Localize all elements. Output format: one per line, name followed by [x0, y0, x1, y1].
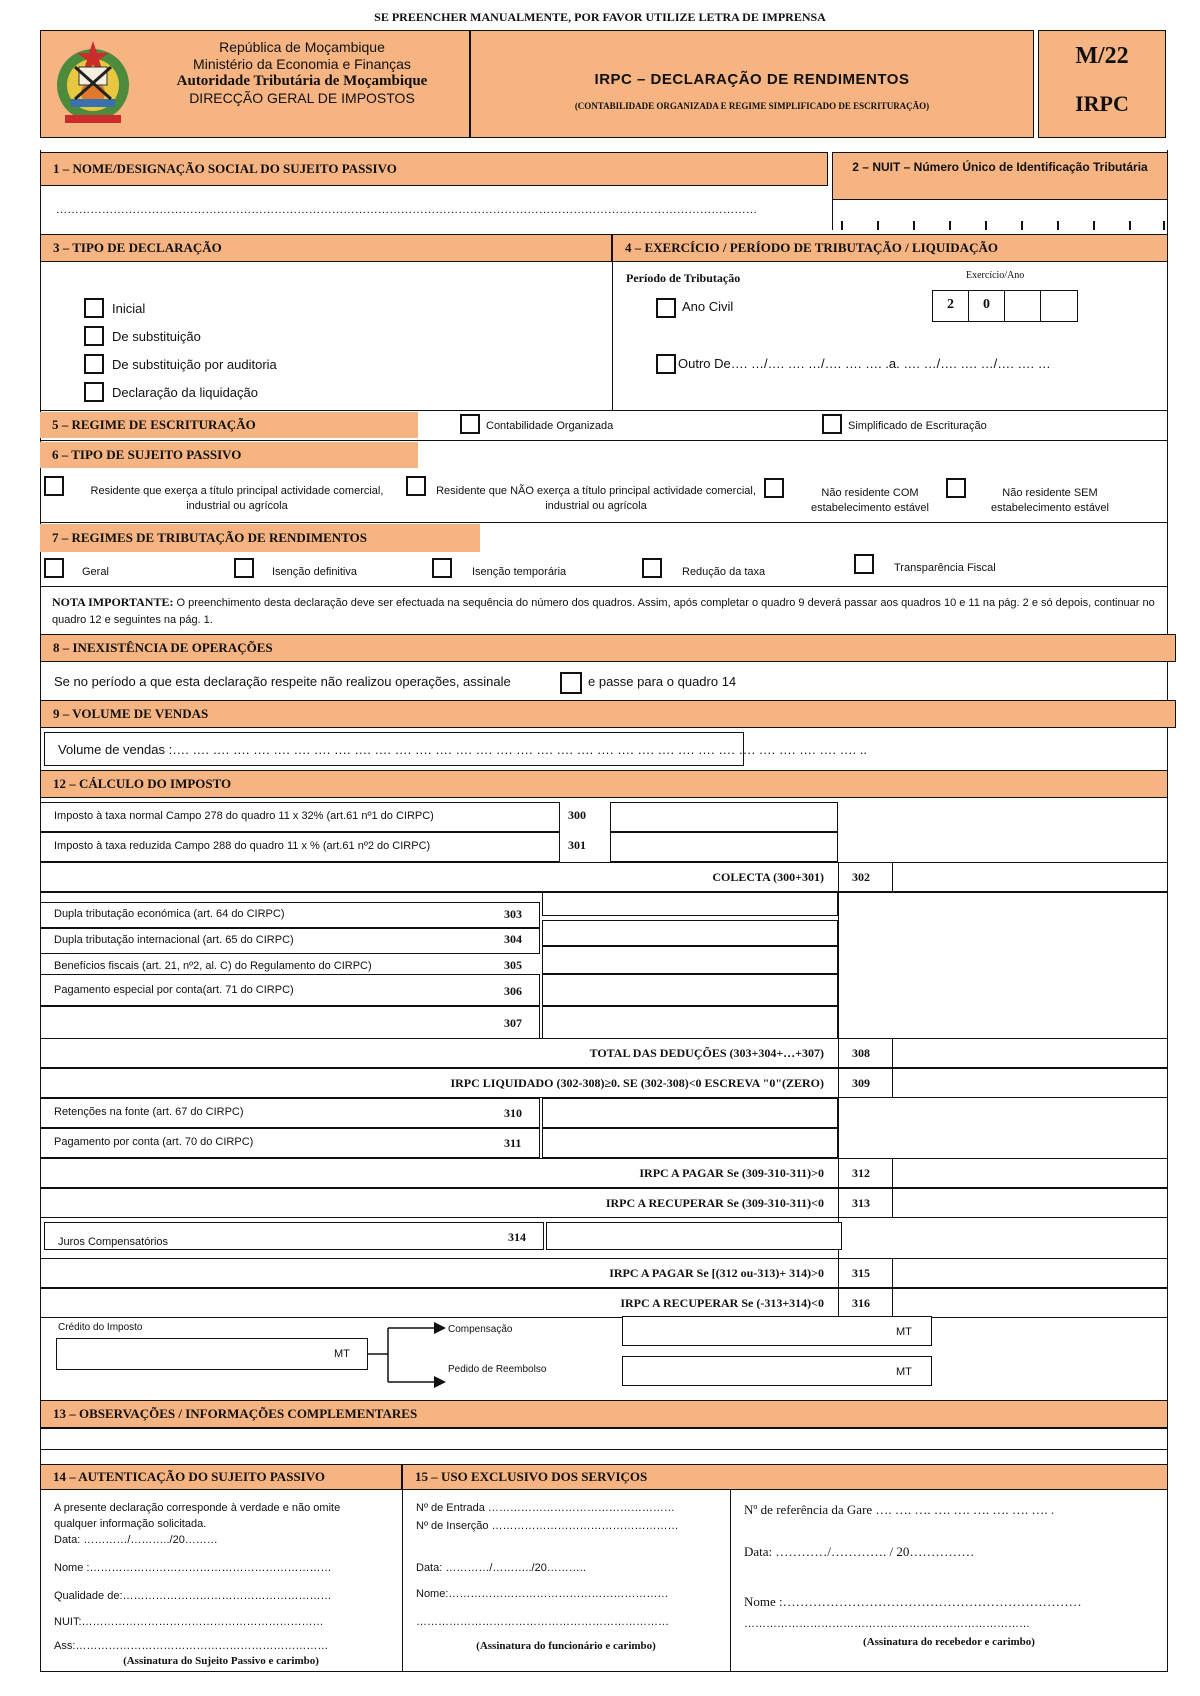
section-8-header: [40, 634, 1176, 662]
row-306-label: Pagamento especial por conta(art. 71 do CIRPC): [54, 984, 294, 996]
code-307: 307: [504, 1016, 522, 1030]
credito-field[interactable]: [56, 1338, 368, 1370]
inexistencia-text: Se no período a que esta declaração respeite não realizou operações, assinale: [54, 674, 511, 689]
decl-inicial-label: Inicial: [112, 301, 146, 316]
code-314: 314: [508, 1230, 526, 1244]
year-digit: [1005, 291, 1041, 321]
year-digit: 0: [969, 291, 1005, 321]
org-republic: República de Moçambique: [219, 39, 385, 55]
contab-organizada-label: Contabilidade Organizada: [486, 420, 614, 432]
code-301: 301: [568, 838, 586, 852]
year-digit: 2: [933, 291, 969, 321]
compensacao-label: Compensação: [448, 1324, 513, 1335]
decl-substituicao-label: De substituição: [112, 329, 201, 344]
rule: [892, 1188, 893, 1218]
org-ministry: Ministério da Economia e Finanças: [193, 56, 411, 72]
compensacao-mt: MT: [896, 1326, 912, 1338]
row-311-label: Pagamento por conta (art. 70 do CIRPC): [54, 1136, 254, 1148]
decl-inicial-checkbox[interactable]: [84, 298, 104, 318]
section-12-title: 12 – CÁLCULO DO IMPOSTO: [53, 776, 232, 791]
reembolso-label: Pedido de Reembolso: [448, 1364, 547, 1375]
rule: [838, 1258, 839, 1288]
juros-label: Juros Compensatórios: [58, 1236, 169, 1248]
nao-residente-sem-label: Não residente SEM estabelecimento estável: [990, 487, 1109, 514]
outro-periodo-label[interactable]: Outro De…. …/…. …. …/…. …. …. .a. …. …/…. …. …/…. …. …: [678, 356, 1051, 371]
regime-transparencia-label: Transparência Fiscal: [894, 562, 996, 574]
section-7-title: 7 – REGIMES DE TRIBUTAÇÃO DE RENDIMENTOS: [52, 530, 367, 545]
rule: [838, 1158, 839, 1188]
rule: [40, 586, 1168, 587]
code-304: 304: [504, 932, 522, 946]
rule: [40, 440, 1168, 441]
code-308: 308: [852, 1046, 870, 1060]
row-recuperar-1: [40, 1188, 1168, 1218]
year-digit: [1041, 291, 1077, 321]
code-309: 309: [852, 1076, 870, 1090]
year-label: Exercício/Ano: [966, 270, 1025, 281]
note-text: O preenchimento desta declaração deve ser efectuada na sequência do número dos quadros. Assim, após completar o quadro 9 deverá passar aos quadros 10 e 11 na pág. 2 e só depois, continuar no quadro 12 e seguintes na pág. 1.: [52, 597, 1155, 626]
auth-name[interactable]: Nome :…………………………………………………………: [54, 1562, 332, 1574]
decl-auditoria-checkbox[interactable]: [84, 354, 104, 374]
rule: [838, 1038, 839, 1068]
row-310-label: Retenções na fonte (art. 67 do CIRPC): [54, 1106, 244, 1118]
residente-sem-actividade-checkbox[interactable]: [406, 476, 426, 496]
code-310: 310: [504, 1106, 522, 1120]
coat-of-arms-icon: [51, 37, 135, 129]
code-303: 303: [504, 907, 522, 921]
service-sig-caption: (Assinatura do funcionário e carimbo): [476, 1640, 656, 1652]
regime-transparencia-checkbox[interactable]: [854, 554, 874, 574]
field-304b[interactable]: [542, 946, 838, 974]
code-302: 302: [852, 870, 870, 884]
regime-isencao-definitiva-checkbox[interactable]: [234, 558, 254, 578]
rule: [838, 1068, 839, 1098]
nao-residente-com-label: Não residente COM estabelecimento estável: [810, 487, 929, 514]
model-code: M/22: [1075, 43, 1129, 69]
rule: [40, 522, 1168, 523]
rule: [892, 1158, 893, 1188]
section-5-header: [40, 412, 418, 438]
volume-vendas-label: Volume de vendas :…. …. …. …. …. …. …. …. …. …. …. …. …. …. …. …. …. …. …. …. …. …. …. …. …. …. …. …. …. …. …. …. …. …. ..: [58, 742, 868, 757]
liquidado-label: IRPC LIQUIDADO (302-308)≥0. SE (302-308)<0 ESCREVA "0"(ZERO): [450, 1076, 824, 1090]
gare-name[interactable]: Nome :……………………………………………………………: [744, 1594, 1082, 1609]
service-name[interactable]: Nome:……………………………………………………: [416, 1588, 669, 1600]
section-7-header: [40, 524, 480, 552]
gare-sig-caption: (Assinatura do recebedor e carimbo): [863, 1636, 1035, 1648]
row-recuperar-2: [40, 1288, 1168, 1318]
org-directorate: DIRECÇÃO GERAL DE IMPOSTOS: [189, 90, 415, 106]
section-12-header: [40, 770, 1168, 798]
note-label: NOTA IMPORTANTE:: [52, 595, 174, 609]
field-300[interactable]: [610, 802, 838, 832]
year-field[interactable]: [932, 290, 1078, 322]
gare-date[interactable]: Data: …………/…………. / 20……………: [744, 1544, 975, 1559]
rule: [40, 410, 1168, 411]
section-6-header: [40, 442, 418, 468]
outro-periodo-checkbox[interactable]: [656, 354, 676, 374]
field-306[interactable]: [542, 974, 838, 1006]
gare-ref[interactable]: Nº de referência da Gare …. …. …. …. …. …. …. …. …. .: [744, 1502, 1055, 1517]
residente-com-actividade-checkbox[interactable]: [44, 476, 64, 496]
contab-organizada-checkbox[interactable]: [460, 414, 480, 434]
simplificado-checkbox[interactable]: [822, 414, 842, 434]
auth-date[interactable]: Data: …………/………../20………: [54, 1534, 218, 1546]
recuperar-2-label: IRPC A RECUPERAR Se (-313+314)<0: [620, 1296, 824, 1310]
pagar-2-label: IRPC A PAGAR Se [(312 ou-313)+ 314)>0: [609, 1266, 824, 1280]
simplificado-label: Simplificado de Escrituração: [848, 420, 987, 432]
row-300-label: Imposto à taxa normal Campo 278 do quadro 11 x 32% (art.61 nº1 do CIRPC): [54, 810, 434, 822]
auth-block: [54, 1500, 340, 1548]
row-307: [40, 1006, 540, 1040]
decl-liquidacao-label: Declaração da liquidação: [112, 385, 258, 400]
section-13-title: 13 – OBSERVAÇÕES / INFORMAÇÕES COMPLEMENTARES: [53, 1406, 418, 1421]
row-pagar-2: [40, 1258, 1168, 1288]
rule: [892, 1258, 893, 1288]
residente-com-actividade-label: Residente que exerça a título principal actividade comercial, industrial ou agrícola: [90, 485, 384, 512]
code-316: 316: [852, 1296, 870, 1310]
colecta-label: COLECTA (300+301): [712, 870, 824, 884]
ano-civil-checkbox[interactable]: [656, 298, 676, 318]
rule: [838, 1288, 839, 1318]
gare-dots: ……………………………………………………………………: [744, 1618, 1030, 1630]
compensacao-field[interactable]: [622, 1316, 932, 1346]
rule: [838, 892, 839, 1038]
section-6-title: 6 – TIPO DE SUJEITO PASSIVO: [52, 447, 242, 462]
section-9-title: 9 – VOLUME DE VENDAS: [53, 706, 209, 721]
section-5-title: 5 – REGIME DE ESCRITURAÇÃO: [52, 417, 256, 432]
residente-sem-actividade-label: Residente que NÃO exerça a título principal actividade comercial, industrial ou agrícola: [436, 485, 756, 512]
section-2-title: 2 – NUIT – Número Único de Identificação Tributária: [852, 160, 1148, 174]
rule: [892, 1038, 893, 1068]
observacoes-field[interactable]: [40, 1428, 1168, 1450]
code-315: 315: [852, 1266, 870, 1280]
field-307[interactable]: [542, 1006, 838, 1040]
name-field[interactable]: …………………………………………………………………………………………………………………………………………………………………: [56, 204, 758, 216]
section-13-header: [40, 1400, 1168, 1428]
header-title-box: [470, 30, 1034, 138]
decl-liquidacao-checkbox[interactable]: [84, 382, 104, 402]
field-310[interactable]: [542, 1098, 838, 1128]
row-305-label: Benefícios fiscais (art. 21, nº2, al. C) do Regulamento do CIRPC): [54, 960, 372, 972]
nuit-field[interactable]: [832, 200, 1168, 230]
credito-label: Crédito do Imposto: [58, 1322, 143, 1333]
pagar-1-label: IRPC A PAGAR Se (309-310-311)>0: [639, 1166, 824, 1180]
rule: [838, 1188, 839, 1218]
fill-instruction: SE PREENCHER MANUALMENTE, POR FAVOR UTILIZE LETRA DE IMPRENSA: [374, 10, 826, 24]
row-301-label: Imposto à taxa reduzida Campo 288 do quadro 11 x % (art.61 nº2 do CIRPC): [54, 840, 431, 852]
regime-isencao-temporaria-checkbox[interactable]: [432, 558, 452, 578]
ano-civil-label: Ano Civil: [682, 299, 734, 314]
model-box: [1038, 30, 1166, 138]
section-15-header: [402, 1464, 1168, 1490]
regime-isencao-definitiva-label: Isenção definitiva: [272, 566, 357, 578]
reembolso-field[interactable]: [622, 1356, 932, 1386]
section-3-title: 3 – TIPO DE DECLARAÇÃO: [53, 240, 222, 255]
inexistencia-text-2: e passe para o quadro 14: [588, 674, 737, 689]
field-311[interactable]: [542, 1128, 838, 1158]
row-colecta: [40, 862, 1168, 892]
section-4-header: [612, 234, 1168, 262]
total-label: TOTAL DAS DEDUÇÕES (303+304+…+307): [589, 1046, 824, 1060]
auth-line1: A presente declaração corresponde à verdade e não omite: [54, 1502, 341, 1514]
rule: [892, 1068, 893, 1098]
code-305: 305: [504, 958, 522, 972]
period-label: Período de Tributação: [626, 271, 741, 285]
nao-residente-sem-checkbox[interactable]: [946, 478, 966, 498]
arrow-split-icon: [368, 1316, 450, 1400]
row-pagar-1: [40, 1158, 1168, 1188]
insercao-field[interactable]: Nº de Inserção ……………………………………………: [416, 1520, 679, 1532]
field-304[interactable]: [542, 920, 838, 946]
decl-auditoria-label: De substituição por auditoria: [112, 357, 277, 372]
auth-signature[interactable]: Ass:……………………………………………………………: [54, 1640, 329, 1652]
code-312: 312: [852, 1166, 870, 1180]
entrada-field[interactable]: Nº de Entrada ……………………………………………: [416, 1502, 675, 1514]
header-org-box: [40, 30, 470, 138]
section-8-title: 8 – INEXISTÊNCIA DE OPERAÇÕES: [53, 640, 273, 655]
section-14-header: [40, 1464, 402, 1490]
code-313: 313: [852, 1196, 870, 1210]
nao-residente-com-checkbox[interactable]: [764, 478, 784, 498]
regime-reducao-taxa-checkbox[interactable]: [642, 558, 662, 578]
row-304-label: Dupla tributação internacional (art. 65 do CIRPC): [54, 934, 294, 946]
regime-geral-checkbox[interactable]: [44, 558, 64, 578]
recuperar-1-label: IRPC A RECUPERAR Se (309-310-311)<0: [605, 1196, 824, 1210]
field-314[interactable]: [546, 1222, 842, 1250]
inexistencia-checkbox[interactable]: [560, 672, 582, 694]
section-1-header: [40, 152, 828, 186]
section-4-title: 4 – EXERCÍCIO / PERÍODO DE TRIBUTAÇÃO / LIQUIDAÇÃO: [625, 240, 998, 255]
auth-qualidade[interactable]: Qualidade de:…………………………………………………: [54, 1590, 332, 1602]
field-303[interactable]: [542, 892, 838, 916]
form-title: IRPC – DECLARAÇÃO DE RENDIMENTOS: [594, 71, 910, 88]
divider: [612, 262, 613, 410]
auth-nuit[interactable]: NUIT:…………………………………………………………: [54, 1616, 324, 1628]
rule: [892, 1288, 893, 1318]
form-subtitle: (CONTABILIDADE ORGANIZADA E REGIME SIMPLIFICADO DE ESCRITURAÇÃO): [574, 101, 930, 111]
section-2-header: [832, 152, 1168, 200]
reembolso-mt: MT: [896, 1366, 912, 1378]
field-301[interactable]: [610, 832, 838, 862]
code-311: 311: [504, 1136, 522, 1150]
code-300: 300: [568, 808, 586, 822]
section-9-header: [40, 700, 1176, 728]
rule: [838, 862, 839, 892]
section-15-title: 15 – USO EXCLUSIVO DOS SERVIÇOS: [415, 1469, 648, 1484]
section-1-title: 1 – NOME/DESIGNAÇÃO SOCIAL DO SUJEITO PASSIVO: [53, 161, 397, 176]
rule: [838, 1098, 839, 1158]
important-note: [52, 594, 1160, 629]
section-3-header: [40, 234, 612, 262]
regime-reducao-taxa-label: Redução da taxa: [682, 566, 766, 578]
auth-sig-caption: (Assinatura do Sujeito Passivo e carimbo): [123, 1655, 319, 1667]
code-306: 306: [504, 984, 522, 998]
regime-geral-label: Geral: [82, 566, 109, 578]
rule: [892, 862, 893, 892]
model-sub: IRPC: [1075, 91, 1129, 116]
service-date[interactable]: Data: …………/………../20………..: [416, 1562, 586, 1574]
decl-substituicao-checkbox[interactable]: [84, 326, 104, 346]
service-dots: ……………………………………………………………: [416, 1616, 669, 1628]
auth-line2: qualquer informação solicitada.: [54, 1518, 207, 1530]
credito-mt: MT: [334, 1348, 350, 1360]
row-303-label: Dupla tributação económica (art. 64 do CIRPC): [54, 908, 285, 920]
section-14-title: 14 – AUTENTICAÇÃO DO SUJEITO PASSIVO: [53, 1469, 325, 1484]
org-authority: Autoridade Tributária de Moçambique: [176, 73, 428, 89]
regime-isencao-temporaria-label: Isenção temporária: [472, 566, 567, 578]
